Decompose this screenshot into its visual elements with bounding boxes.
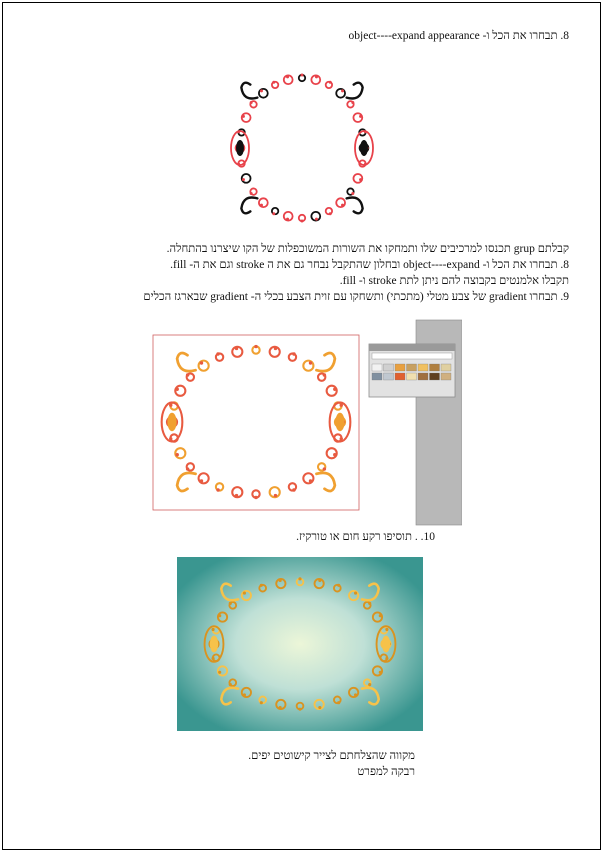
paragraph-line-4: 9. תבחרו gradient של צבע מטלי (מתכתי) ותשחקו עם זוית הצבע בכלי ה- gradient שבארגז הכלים: [143, 291, 569, 303]
swatches-panel: [369, 344, 455, 397]
step10-line: 10. . תוסיפו רקע חום או טורקיז.: [296, 531, 435, 543]
closing-line-1: מקווה שהצלחתם לצייר קישוטים יפים.: [248, 750, 415, 762]
step8-heading: 8. תבחרו את הכל ו- object----expand appearance: [348, 30, 569, 42]
paragraph-line-1: קבלתם grup תכנסו למרכיבים שלו ותמחקו את השורות המשוכפלות של הקו שיצרנו בהתחלה.: [166, 243, 569, 255]
gradient-screenshot-figure: [150, 318, 462, 528]
red-ornament-frame-figure: [218, 58, 386, 236]
paragraph-line-3: תקבלו אלמנטים בקבוצה להם ניתן לתת stroke ו- fill.: [339, 275, 569, 287]
turquoise-background-figure: [177, 557, 423, 731]
closing-line-2: רבקה למפרט: [357, 766, 415, 778]
paragraph-line-2: 8. תבחרו את הכל ו- object----expand ובחלון שהתקבל נבחר גם את ה stroke וגם את ה- fill.: [170, 259, 569, 271]
